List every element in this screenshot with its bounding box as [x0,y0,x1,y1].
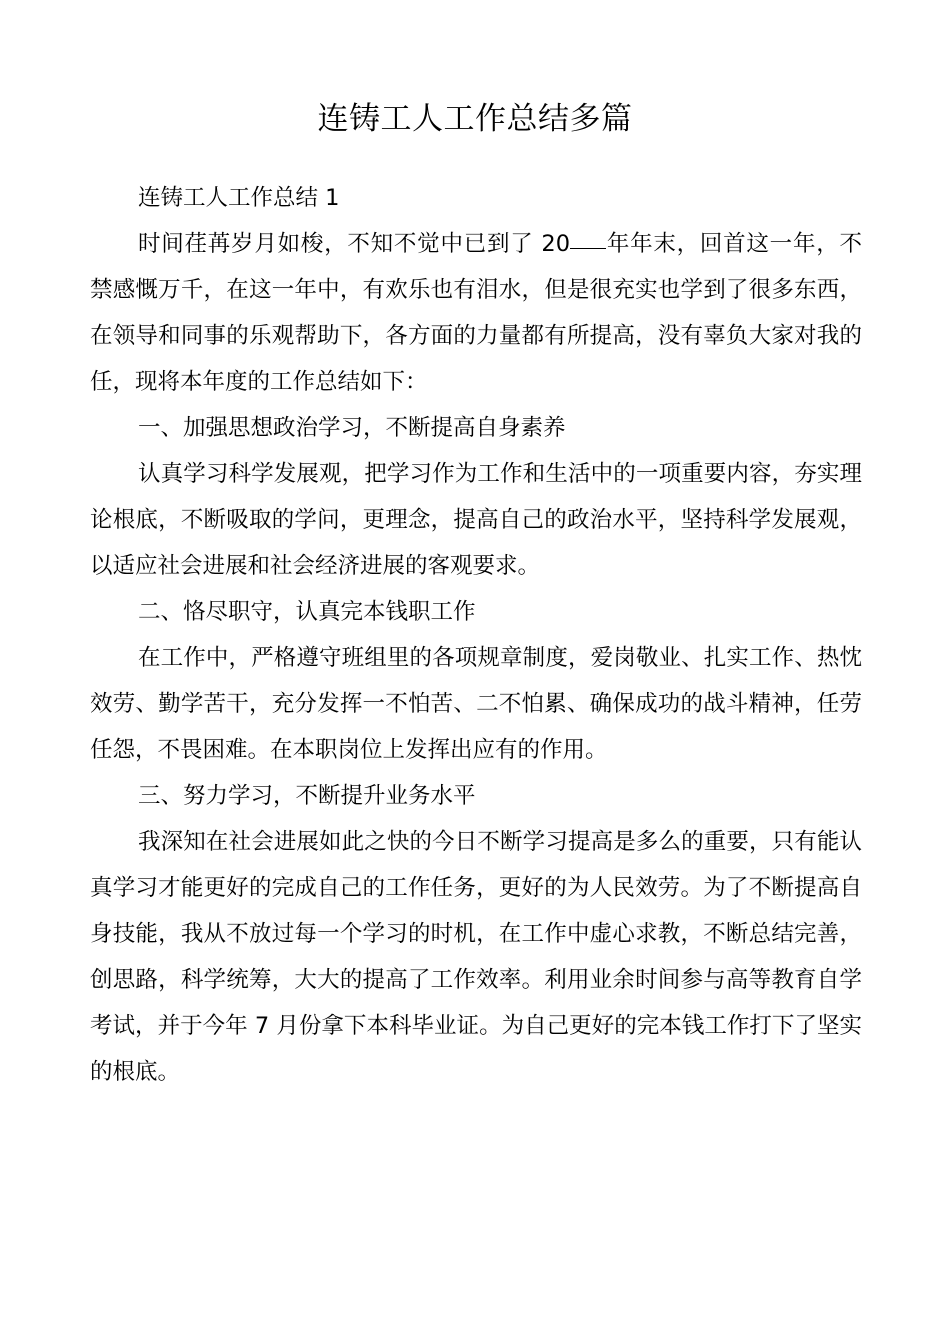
paragraph-3: 我深知在社会进展如此之快的今日不断学习提高是多么的重要，只有能认真学习才能更好的完成自己的工作任务，更好的为人民效劳。为了不断提高自身技能，我从不放过每一个学习的时机，在工作中虚心求教，不断总结完善，创思路，科学统筹，大大的提高了工作效率。利用业余时间参与高等教育自学考试，并于今年 7 月份拿下本科毕业证。为自己更好的完本钱工作打下了坚实的根底。 [90,829,862,1085]
heading-1: 一、加强思想政治学习，不断提高自身素养 [138,415,566,441]
paragraph-1: 认真学习科学发展观，把学习作为工作和生活中的一项重要内容，夯实理论根底，不断吸取的学问，更理念，提高自己的政治水平，坚持科学发展观，以适应社会进展和社会经济进展的客观要求。 [90,461,862,579]
paragraph-2: 在工作中，严格遵守班组里的各项规章制度，爱岗敬业、扎实工作、热忱效劳、勤学苦干，充分发挥一不怕苦、二不怕累、确保成功的战斗精神，任劳任怨，不畏困难。在本职岗位上发挥出应有的作用。 [90,645,862,763]
intro-text-end: 年年末，回首这一年，不禁感慨万千，在这一年中，有欢乐也有泪水，但是很充实也学到了很多东西，在领导和同事的乐观帮助下，各方面的力量都有所提高，没有辜负大家对我的任，现将本年度的工作总结如下： [90,231,862,395]
intro-text-start: 时间荏苒岁月如梭，不知不觉中已到了 20 [138,231,571,257]
heading-3: 三、努力学习，不断提升业务水平 [138,783,476,809]
document-body [90,175,862,1095]
section-heading: 连铸工人工作总结 1 [138,185,340,211]
year-blank-underline [570,247,606,249]
intro-paragraph [90,221,862,405]
heading-2: 二、恪尽职守，认真完本钱职工作 [138,599,476,625]
document-title: 连铸工人工作总结多篇 [317,101,633,137]
